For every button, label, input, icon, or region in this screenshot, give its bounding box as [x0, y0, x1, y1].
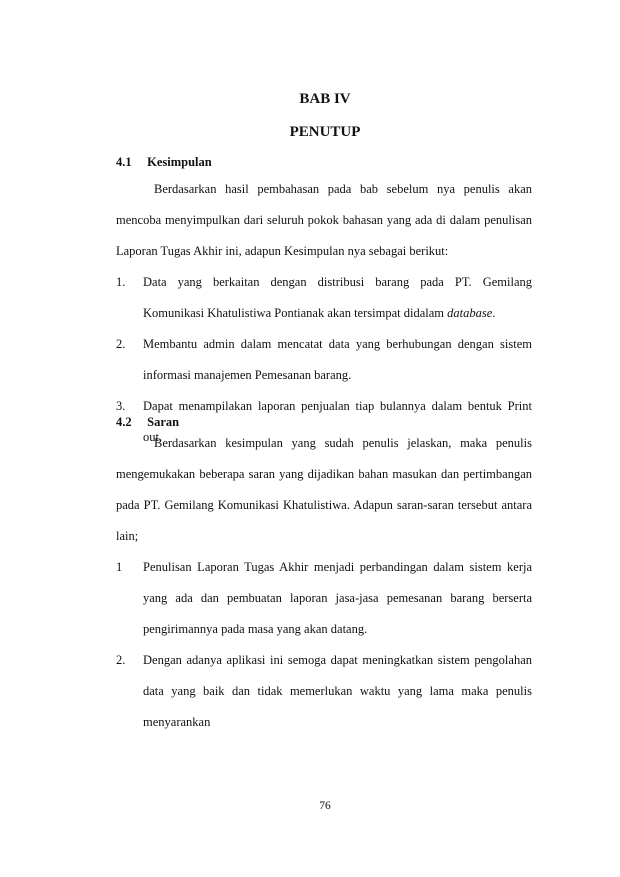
list-item [116, 645, 532, 738]
list-text: Penulisan Laporan Tugas Akhir menjadi perbandingan dalam sistem kerja yang ada dan pembuatan laporan jasa-jasa pemesanan barang berserta pengirimannya pada masa yang akan datang. [143, 560, 532, 636]
section-body-kesimpulan [116, 174, 532, 453]
list-item [116, 329, 532, 391]
section-body-saran [116, 428, 532, 738]
list-text: Dengan adanya aplikasi ini semoga dapat meningkatkan sistem pengolahan data yang baik dan tidak memerlukan waktu yang lama maka penulis menyarankan [143, 653, 532, 729]
list-marker: 1 [116, 560, 123, 574]
list-text: Dapat menampilakan laporan penjualan tiap bulannya dalam bentuk Print out. [143, 399, 532, 444]
page-number: 76 [319, 800, 331, 812]
saran-list [116, 552, 532, 738]
list-item [116, 552, 532, 645]
section-heading-kesimpulan [116, 154, 212, 170]
paragraph-kesimpulan: Berdasarkan hasil pembahasan pada bab sebelum nya penulis akan mencoba menyimpulkan dari seluruh pokok bahasan yang ada di dalam penulisan Laporan Tugas Akhir ini, adapun Kesimpulan nya sebagai berikut: [116, 182, 532, 258]
list-tail: . [492, 306, 496, 320]
list-text: Membantu admin dalam mencatat data yang berhubungan dengan sistem informasi manajemen Pemesanan barang. [143, 337, 532, 382]
list-marker: 3. [116, 399, 126, 413]
list-marker: 1. [116, 275, 126, 289]
list-emphasis: database [447, 306, 493, 320]
section-number: 4.1 [116, 155, 132, 169]
list-text: Data yang berkaitan dengan distribusi barang pada PT. Gemilang Komunikasi Khatulistiwa Pontianak akan tersimpat didalam [143, 275, 532, 320]
section-title: Kesimpulan [147, 155, 212, 169]
list-item [116, 267, 532, 329]
chapter-title: PENUTUP [289, 124, 361, 140]
section-number: 4.2 [116, 415, 132, 429]
list-marker: 2. [116, 653, 126, 667]
paragraph-saran: Berdasarkan kesimpulan yang sudah penulis jelaskan, maka penulis mengemukakan beberapa saran yang dijadikan bahan masukan dan pertimbangan pada PT. Gemilang Komunikasi Khatulistiwa. Adapun saran-saran tersebut antara lain; [116, 436, 532, 543]
chapter-number: BAB IV [299, 91, 351, 107]
list-marker: 2. [116, 337, 126, 351]
section-title: Saran [147, 415, 180, 429]
